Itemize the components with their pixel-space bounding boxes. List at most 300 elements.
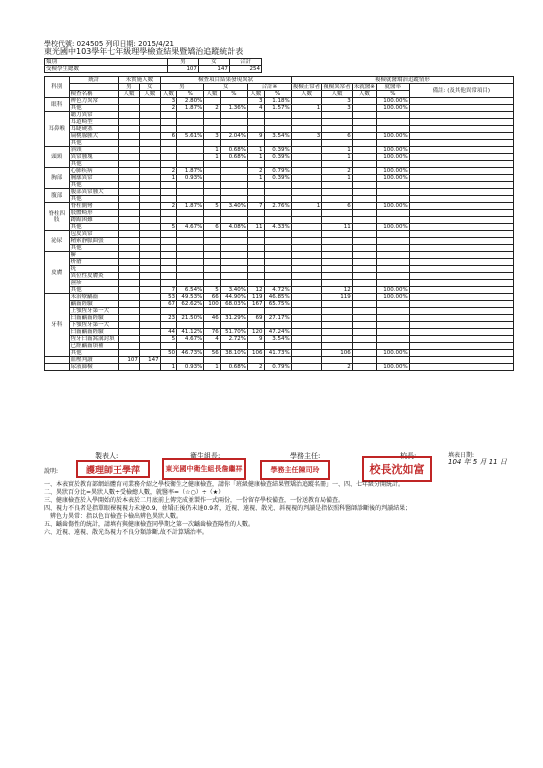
cell-f bbox=[204, 161, 220, 168]
cell-tp: 3.54% bbox=[264, 133, 291, 140]
cell-t bbox=[248, 140, 264, 147]
remarks-cell bbox=[409, 245, 513, 252]
cell-rn bbox=[291, 224, 322, 231]
cell-nt bbox=[352, 112, 376, 119]
cell-nt bbox=[352, 210, 376, 217]
print-info: 學校代號: 024505 列印日期: 2015/4/21 bbox=[44, 40, 175, 48]
cell-ra bbox=[322, 140, 353, 147]
cell-nt bbox=[352, 161, 376, 168]
cell-f: 1 bbox=[204, 147, 220, 154]
cell-rn bbox=[291, 189, 322, 196]
cell-ra bbox=[322, 301, 353, 308]
cell-nt bbox=[352, 364, 376, 371]
cell-nt bbox=[352, 315, 376, 322]
cell-nf bbox=[139, 112, 160, 119]
cell-rn bbox=[291, 287, 322, 294]
cell-rn bbox=[291, 238, 322, 245]
cell-tp: 1.57% bbox=[264, 105, 291, 112]
cell-rate bbox=[376, 280, 409, 287]
note-4: 四、視力不良者是指單眼裸視視力未達0.9，並矯正後仍未達0.9者，近視、遠視、散光、斜視視的判讀是指依照科醫師診斷後的判讀結果； bbox=[44, 505, 412, 512]
cell-nt bbox=[352, 98, 376, 105]
cell-ra bbox=[322, 343, 353, 350]
cell-rate bbox=[376, 336, 409, 343]
remarks-cell bbox=[409, 287, 513, 294]
h-p6: 人數 bbox=[291, 91, 322, 98]
cell-nm bbox=[119, 217, 140, 224]
cell-rn bbox=[291, 140, 322, 147]
cell-m: 5 bbox=[160, 224, 176, 231]
cell-rate: 100.00% bbox=[376, 350, 409, 357]
cell-ra: 6 bbox=[322, 203, 353, 210]
cell-t bbox=[248, 357, 264, 364]
cell-t: 3 bbox=[248, 98, 264, 105]
cell-tp: 4.72% bbox=[264, 287, 291, 294]
item-name-cell: 耳道畸型 bbox=[69, 119, 118, 126]
cell-f bbox=[204, 322, 220, 329]
cell-nt bbox=[352, 308, 376, 315]
cell-nf bbox=[139, 287, 160, 294]
item-name-cell: 臼齒齲齒經驗 bbox=[69, 315, 118, 322]
cell-fp bbox=[220, 126, 247, 133]
cell-t: 11 bbox=[248, 224, 264, 231]
cell-m: 44 bbox=[160, 329, 176, 336]
item-name-header: 檢查名稱 bbox=[69, 91, 118, 98]
cell-rate bbox=[376, 210, 409, 217]
remarks-cell bbox=[409, 196, 513, 203]
cell-tp bbox=[264, 182, 291, 189]
cell-nt bbox=[352, 294, 376, 301]
cell-nt bbox=[352, 343, 376, 350]
results-table bbox=[44, 76, 514, 371]
cell-rn bbox=[291, 315, 322, 322]
cell-nt bbox=[352, 245, 376, 252]
item-name-cell: 扁桃腺腫大 bbox=[69, 133, 118, 140]
cell-nm bbox=[119, 315, 140, 322]
cell-ra: 3 bbox=[322, 105, 353, 112]
cell-mp bbox=[177, 273, 204, 280]
cell-m bbox=[160, 343, 176, 350]
cell-nf bbox=[139, 189, 160, 196]
cell-mp bbox=[177, 140, 204, 147]
not-treated-header: 未就醫※ bbox=[353, 84, 375, 90]
cell-nm bbox=[119, 140, 140, 147]
cell-nf bbox=[139, 203, 160, 210]
remarks-cell bbox=[409, 301, 513, 308]
cell-m: 1 bbox=[160, 175, 176, 182]
item-name-cell: 其他 bbox=[69, 140, 118, 147]
cell-fp bbox=[220, 343, 247, 350]
total-count: 254 bbox=[229, 66, 261, 73]
cell-rn bbox=[291, 161, 322, 168]
cell-nm bbox=[119, 301, 140, 308]
cell-nm bbox=[119, 203, 140, 210]
cell-ra bbox=[322, 238, 353, 245]
cell-nf bbox=[139, 182, 160, 189]
h-p1: 人數 bbox=[119, 91, 140, 98]
cell-nf bbox=[139, 252, 160, 259]
cell-nm bbox=[119, 294, 140, 301]
cell-tp bbox=[264, 259, 291, 266]
cell-rn bbox=[291, 322, 322, 329]
cell-f bbox=[204, 266, 220, 273]
recheck-abnormal-header: 複檢異常者 bbox=[323, 84, 351, 90]
cell-rn bbox=[291, 294, 322, 301]
category-cell-empty bbox=[45, 364, 70, 371]
cell-t: 167 bbox=[248, 301, 264, 308]
table-row bbox=[45, 112, 514, 119]
cell-rn bbox=[291, 175, 322, 182]
cell-tp: 65.75% bbox=[264, 301, 291, 308]
cell-fp: 0.68% bbox=[220, 154, 247, 161]
cell-m bbox=[160, 189, 176, 196]
cell-nf bbox=[139, 315, 160, 322]
cell-f: 6 bbox=[204, 224, 220, 231]
item-name-cell: 尿液篩檢 bbox=[69, 364, 118, 371]
table-row bbox=[45, 364, 514, 371]
cell-fp: 68.03% bbox=[220, 301, 247, 308]
cell-fp: 0.68% bbox=[220, 364, 247, 371]
cell-nf bbox=[139, 273, 160, 280]
cell-tp: 0.79% bbox=[264, 168, 291, 175]
cell-rate: 100.00% bbox=[376, 105, 409, 112]
cell-fp bbox=[220, 182, 247, 189]
cell-m bbox=[160, 273, 176, 280]
item-name-cell: 下顎恆牙第一大 bbox=[69, 322, 118, 329]
cell-ra bbox=[322, 217, 353, 224]
cell-mp bbox=[177, 161, 204, 168]
table-row bbox=[45, 238, 514, 245]
cell-tp bbox=[264, 189, 291, 196]
cell-tp: 0.39% bbox=[264, 175, 291, 182]
cell-nt bbox=[352, 301, 376, 308]
remarks-cell bbox=[409, 273, 513, 280]
item-name-cell: 濕疹 bbox=[69, 280, 118, 287]
cell-m bbox=[160, 196, 176, 203]
cell-nf bbox=[139, 231, 160, 238]
cell-ra bbox=[322, 329, 353, 336]
remarks-cell bbox=[409, 112, 513, 119]
cell-f bbox=[204, 112, 220, 119]
cell-m bbox=[160, 259, 176, 266]
cell-t: 2 bbox=[248, 168, 264, 175]
cell-fp: 0.68% bbox=[220, 147, 247, 154]
cell-rn bbox=[291, 231, 322, 238]
cell-nf bbox=[139, 294, 160, 301]
cell-rate: 100.00% bbox=[376, 168, 409, 175]
cell-t bbox=[248, 231, 264, 238]
remarks-cell bbox=[409, 217, 513, 224]
h-p4: 人數 bbox=[204, 91, 220, 98]
cell-rate bbox=[376, 329, 409, 336]
cell-nt bbox=[352, 105, 376, 112]
cell-m bbox=[160, 245, 176, 252]
remarks-cell bbox=[409, 252, 513, 259]
cell-tp: 0.39% bbox=[264, 154, 291, 161]
nc-male: 男 bbox=[119, 84, 140, 91]
cell-nf bbox=[139, 224, 160, 231]
table-row bbox=[45, 105, 514, 112]
cell-fp: 51.70% bbox=[220, 329, 247, 336]
cell-rn bbox=[291, 301, 322, 308]
cell-f bbox=[204, 245, 220, 252]
item-name-cell: 臼齒齲齒經驗 bbox=[69, 329, 118, 336]
cell-m: 7 bbox=[160, 287, 176, 294]
cell-tp bbox=[264, 196, 291, 203]
remarks-cell bbox=[409, 168, 513, 175]
cell-ra: 11 bbox=[322, 224, 353, 231]
remarks-cell bbox=[409, 154, 513, 161]
cell-rn bbox=[291, 217, 322, 224]
item-name-cell: 其他 bbox=[69, 161, 118, 168]
director-stamp: 學務主任陳司玲 bbox=[260, 460, 330, 480]
cell-ra bbox=[322, 112, 353, 119]
cell-fp bbox=[220, 308, 247, 315]
cell-nt bbox=[352, 350, 376, 357]
cell-m: 2 bbox=[160, 105, 176, 112]
cell-rate: 100.00% bbox=[376, 175, 409, 182]
cell-nt bbox=[352, 119, 376, 126]
cell-mp bbox=[177, 189, 204, 196]
cell-t: 120 bbox=[248, 329, 264, 336]
remarks-cell bbox=[409, 294, 513, 301]
cell-f bbox=[204, 217, 220, 224]
principal-stamp: 校長沈如富 bbox=[362, 456, 432, 482]
cell-f bbox=[204, 252, 220, 259]
cell-rn bbox=[291, 168, 322, 175]
cell-nt bbox=[352, 133, 376, 140]
cell-f: 76 bbox=[204, 329, 220, 336]
cell-f: 5 bbox=[204, 287, 220, 294]
cell-mp: 62.62% bbox=[177, 301, 204, 308]
cell-tp bbox=[264, 161, 291, 168]
cell-fp bbox=[220, 266, 247, 273]
cell-mp bbox=[177, 154, 204, 161]
cell-tp bbox=[264, 231, 291, 238]
cell-fp: 44.90% bbox=[220, 294, 247, 301]
cell-nm bbox=[119, 252, 140, 259]
h-p8: 人數 bbox=[352, 91, 376, 98]
cell-nf bbox=[139, 336, 160, 343]
cell-ra bbox=[322, 259, 353, 266]
cell-tp: 4.33% bbox=[264, 224, 291, 231]
cell-rate bbox=[376, 189, 409, 196]
cell-rate bbox=[376, 140, 409, 147]
cell-t bbox=[248, 322, 264, 329]
cell-mp bbox=[177, 343, 204, 350]
cell-nm bbox=[119, 126, 140, 133]
cell-fp: 2.04% bbox=[220, 133, 247, 140]
table-row bbox=[45, 119, 514, 126]
cell-t bbox=[248, 273, 264, 280]
cell-ra: 119 bbox=[322, 294, 353, 301]
cell-mp: 4.67% bbox=[177, 224, 204, 231]
remarks-cell bbox=[409, 189, 513, 196]
cell-nt bbox=[352, 126, 376, 133]
table-row bbox=[45, 301, 514, 308]
cell-mp bbox=[177, 210, 204, 217]
cell-mp: 41.12% bbox=[177, 329, 204, 336]
cell-tp bbox=[264, 252, 291, 259]
followup-header: 複檢就醫矯治追蹤情形 bbox=[291, 77, 513, 84]
cell-t bbox=[248, 189, 264, 196]
cell-nf bbox=[139, 154, 160, 161]
cell-nf bbox=[139, 266, 160, 273]
cell-m bbox=[160, 126, 176, 133]
table-row bbox=[45, 154, 514, 161]
table-row bbox=[45, 245, 514, 252]
cell-mp bbox=[177, 112, 204, 119]
cell-nm bbox=[119, 259, 140, 266]
page-title: 東光國中103學年七年級理學檢查結果暨矯治追蹤統計表 bbox=[44, 47, 244, 56]
table-row bbox=[45, 140, 514, 147]
item-name-cell: 疥瘡 bbox=[69, 259, 118, 266]
remarks-cell bbox=[409, 175, 513, 182]
cell-f: 1 bbox=[204, 364, 220, 371]
cell-f: 1 bbox=[204, 154, 220, 161]
cell-tp bbox=[264, 322, 291, 329]
cell-t: 1 bbox=[248, 147, 264, 154]
cell-mp bbox=[177, 182, 204, 189]
cell-t bbox=[248, 210, 264, 217]
male-header: 男 bbox=[168, 59, 199, 66]
cell-ra bbox=[322, 196, 353, 203]
item-name-cell: 聽力異常 bbox=[69, 112, 118, 119]
cell-nm bbox=[119, 364, 140, 371]
cell-t bbox=[248, 161, 264, 168]
cell-nf bbox=[139, 98, 160, 105]
cell-rate bbox=[376, 126, 409, 133]
table-row bbox=[45, 147, 514, 154]
table-row bbox=[45, 357, 514, 364]
cell-nt bbox=[352, 217, 376, 224]
cell-t bbox=[248, 308, 264, 315]
cell-rate bbox=[376, 301, 409, 308]
cell-nm bbox=[119, 161, 140, 168]
cell-f bbox=[204, 280, 220, 287]
cell-rate bbox=[376, 273, 409, 280]
cell-nm bbox=[119, 273, 140, 280]
item-name-cell: 其他 bbox=[69, 182, 118, 189]
remarks-cell bbox=[409, 364, 513, 371]
cell-m: 67 bbox=[160, 301, 176, 308]
date-value: 104 年 5 月 11 日 bbox=[448, 458, 507, 466]
cell-rn bbox=[291, 252, 322, 259]
cell-mp bbox=[177, 266, 204, 273]
cell-nt bbox=[352, 266, 376, 273]
cell-m bbox=[160, 119, 176, 126]
cell-rn bbox=[291, 273, 322, 280]
cell-f bbox=[204, 273, 220, 280]
remarks-cell bbox=[409, 210, 513, 217]
remarks-cell bbox=[409, 308, 513, 315]
cell-nf bbox=[139, 245, 160, 252]
table-row bbox=[45, 182, 514, 189]
table-row bbox=[45, 161, 514, 168]
cell-nt bbox=[352, 189, 376, 196]
cell-tp bbox=[264, 140, 291, 147]
item-name-cell: 血壓判讀 bbox=[69, 357, 118, 364]
cell-nt bbox=[352, 154, 376, 161]
cell-rn bbox=[291, 259, 322, 266]
cell-rn bbox=[291, 357, 322, 364]
cell-t bbox=[248, 217, 264, 224]
cell-mp bbox=[177, 280, 204, 287]
cell-rn bbox=[291, 343, 322, 350]
cell-tp bbox=[264, 266, 291, 273]
cell-mp bbox=[177, 308, 204, 315]
cell-t: 7 bbox=[248, 203, 264, 210]
cell-t bbox=[248, 343, 264, 350]
remarks-header: 備註: (及其他異常項目) bbox=[409, 84, 513, 98]
cell-f bbox=[204, 196, 220, 203]
cell-tp bbox=[264, 357, 291, 364]
cell-nf bbox=[139, 238, 160, 245]
cell-mp bbox=[177, 196, 204, 203]
h-pct2: % bbox=[220, 91, 247, 98]
cell-m: 2 bbox=[160, 168, 176, 175]
cell-m bbox=[160, 322, 176, 329]
table-row bbox=[45, 126, 514, 133]
cell-nf: 147 bbox=[139, 357, 160, 364]
not-checked-header: 未實施人數 bbox=[119, 77, 161, 84]
cell-t bbox=[248, 266, 264, 273]
cell-tp bbox=[264, 238, 291, 245]
cell-f: 56 bbox=[204, 350, 220, 357]
cell-rn bbox=[291, 364, 322, 371]
cell-rn bbox=[291, 336, 322, 343]
cell-nt bbox=[352, 357, 376, 364]
cell-f bbox=[204, 175, 220, 182]
category-cell: 腹部 bbox=[45, 189, 70, 203]
cell-rate bbox=[376, 322, 409, 329]
cell-rate: 100.00% bbox=[376, 203, 409, 210]
cell-ra: 12 bbox=[322, 287, 353, 294]
total-header: 合計 bbox=[229, 59, 261, 66]
cell-tp: 0.39% bbox=[264, 147, 291, 154]
cell-nt bbox=[352, 231, 376, 238]
stat-header: 統計 bbox=[69, 77, 118, 84]
remarks-cell bbox=[409, 224, 513, 231]
cell-ra bbox=[322, 280, 353, 287]
cell-m: 23 bbox=[160, 315, 176, 322]
cell-ra bbox=[322, 231, 353, 238]
cell-rn bbox=[291, 308, 322, 315]
cell-ra bbox=[322, 273, 353, 280]
cell-mp bbox=[177, 238, 204, 245]
table-row bbox=[45, 287, 514, 294]
item-name-cell: 胸廓異常 bbox=[69, 175, 118, 182]
cell-ra bbox=[322, 322, 353, 329]
cell-t: 12 bbox=[248, 287, 264, 294]
cell-m bbox=[160, 140, 176, 147]
cell-f bbox=[204, 343, 220, 350]
cell-rn bbox=[291, 119, 322, 126]
cell-nm bbox=[119, 329, 140, 336]
cell-t bbox=[248, 182, 264, 189]
cell-mp bbox=[177, 119, 204, 126]
category-cell: 脊柱四肢 bbox=[45, 203, 70, 231]
table-row bbox=[45, 175, 514, 182]
note-2: 二、異狀百分比=異狀人數÷受檢總人數，就醫率=（☆○）÷（★） bbox=[44, 489, 225, 496]
table-row bbox=[45, 98, 514, 105]
remarks-cell bbox=[409, 357, 513, 364]
item-name-cell: 包皮異常 bbox=[69, 231, 118, 238]
cell-ra bbox=[322, 245, 353, 252]
cell-fp bbox=[220, 280, 247, 287]
item-name-cell: 斜頸 bbox=[69, 147, 118, 154]
item-name-cell: 脊柱側彎 bbox=[69, 203, 118, 210]
cell-nt bbox=[352, 196, 376, 203]
